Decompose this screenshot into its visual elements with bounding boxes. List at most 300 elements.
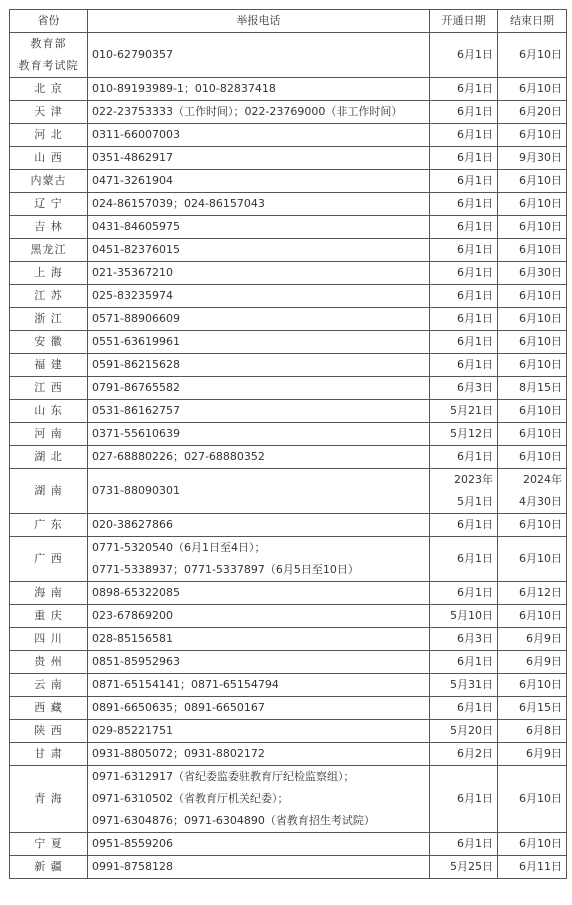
table-row (10, 743, 567, 766)
table-row (10, 33, 567, 78)
end-date-cell-text: 6月10日 (519, 792, 562, 805)
start-date-cell-text: 6月1日 (457, 289, 493, 302)
table-row (10, 605, 567, 628)
end-date-cell (498, 674, 567, 697)
end-date-cell (498, 147, 567, 170)
start-date-cell-text: 5月21日 (450, 404, 493, 417)
start-date-cell (430, 766, 498, 833)
province-cell (10, 743, 88, 766)
phone-cell (88, 469, 430, 514)
phone-cell-text: 0771-5338937；0771-5337897（6月5日至10日） (92, 563, 359, 576)
start-date-cell (430, 856, 498, 879)
province-cell-text: 青 海 (34, 792, 63, 805)
table-row (10, 285, 567, 308)
phone-cell-text: 0871-65154141；0871-65154794 (92, 678, 279, 691)
table-row (10, 514, 567, 537)
start-date-cell-text: 6月1日 (457, 48, 493, 61)
table-row (10, 193, 567, 216)
start-date-cell-text: 5月1日 (457, 495, 493, 508)
end-date-cell-text: 9月30日 (519, 151, 562, 164)
table-row (10, 331, 567, 354)
province-cell (10, 446, 88, 469)
phone-cell-text: 027-68880226；027-68880352 (92, 450, 265, 463)
phone-cell (88, 605, 430, 628)
start-date-cell (430, 697, 498, 720)
phone-cell-text: 0371-55610639 (92, 427, 180, 440)
table-row (10, 720, 567, 743)
province-cell (10, 285, 88, 308)
phone-cell (88, 285, 430, 308)
phone-cell (88, 193, 430, 216)
end-date-cell-text: 6月10日 (519, 609, 562, 622)
end-date-cell-text: 6月20日 (519, 105, 562, 118)
start-date-cell (430, 582, 498, 605)
phone-cell-text: 0971-6304876；0971-6304890（省教育招生考试院） (92, 814, 375, 827)
start-date-cell (430, 124, 498, 147)
province-cell (10, 469, 88, 514)
province-cell (10, 766, 88, 833)
phone-cell-text: 0898-65322085 (92, 586, 180, 599)
phone-cell-text: 025-83235974 (92, 289, 173, 302)
table-row (10, 582, 567, 605)
province-cell-text: 广 东 (34, 518, 63, 531)
end-date-cell-text: 6月30日 (519, 266, 562, 279)
phone-cell-text: 0951-8559206 (92, 837, 173, 850)
phone-cell-text: 0971-6312917（省纪委监委驻教育厅纪检监察组）； (92, 770, 355, 783)
table-row (10, 124, 567, 147)
table-row (10, 400, 567, 423)
phone-cell-text: 0471-3261904 (92, 174, 173, 187)
start-date-cell (430, 33, 498, 78)
start-date-cell (430, 446, 498, 469)
phone-cell-text: 0591-86215628 (92, 358, 180, 371)
province-cell-text: 四 川 (34, 632, 63, 645)
start-date-cell (430, 833, 498, 856)
end-date-cell-text: 6月10日 (519, 197, 562, 210)
phone-cell-text: 0931-8805072；0931-8802172 (92, 747, 265, 760)
province-cell (10, 651, 88, 674)
province-cell-text: 云 南 (34, 678, 63, 691)
province-cell-text: 教育部 (30, 37, 67, 50)
end-date-cell (498, 101, 567, 124)
phone-cell-text: 0311-66007003 (92, 128, 180, 141)
table-row (10, 78, 567, 101)
table-row (10, 170, 567, 193)
start-date-cell (430, 193, 498, 216)
phone-cell-text: 0431-84605975 (92, 220, 180, 233)
start-date-cell (430, 743, 498, 766)
end-date-cell (498, 743, 567, 766)
table-row (10, 216, 567, 239)
province-cell-text: 天 津 (34, 105, 63, 118)
phone-cell-text: 0731-88090301 (92, 484, 180, 497)
start-date-cell-text: 6月3日 (457, 632, 493, 645)
end-date-cell (498, 78, 567, 101)
phone-cell-text: 029-85221751 (92, 724, 173, 737)
start-date-cell-text: 6月1日 (457, 266, 493, 279)
phone-cell-text: 010-89193989-1；010-82837418 (92, 82, 276, 95)
end-date-cell-text: 6月10日 (519, 358, 562, 371)
phone-cell-text: 024-86157039；024-86157043 (92, 197, 265, 210)
phone-cell (88, 170, 430, 193)
start-date-cell (430, 605, 498, 628)
province-cell (10, 262, 88, 285)
phone-cell (88, 354, 430, 377)
province-cell-text: 福 建 (34, 358, 63, 371)
start-date-cell (430, 514, 498, 537)
phone-cell (88, 697, 430, 720)
end-date-cell (498, 354, 567, 377)
start-date-cell (430, 720, 498, 743)
start-date-cell-text: 6月3日 (457, 381, 493, 394)
table-row (10, 262, 567, 285)
start-date-cell-text: 6月1日 (457, 243, 493, 256)
table-row (10, 651, 567, 674)
start-date-cell (430, 628, 498, 651)
start-date-cell-text: 6月1日 (457, 518, 493, 531)
end-date-cell-text: 6月10日 (519, 174, 562, 187)
phone-cell-text: 0451-82376015 (92, 243, 180, 256)
start-date-cell-text: 6月1日 (457, 450, 493, 463)
end-date-cell (498, 514, 567, 537)
start-date-cell (430, 537, 498, 582)
table-row (10, 423, 567, 446)
province-cell-text: 贵 州 (34, 655, 63, 668)
start-date-cell-text: 6月1日 (457, 128, 493, 141)
phone-cell (88, 856, 430, 879)
start-date-cell (430, 423, 498, 446)
phone-cell-text: 0551-63619961 (92, 335, 180, 348)
phone-cell-text: 0991-8758128 (92, 860, 173, 873)
province-cell (10, 856, 88, 879)
end-date-cell-text: 6月10日 (519, 243, 562, 256)
end-date-cell (498, 697, 567, 720)
province-cell-text: 教育考试院 (18, 59, 79, 72)
table-row (10, 697, 567, 720)
phone-cell (88, 674, 430, 697)
phone-cell-text: 028-85156581 (92, 632, 173, 645)
end-date-cell-text: 6月9日 (526, 747, 562, 760)
phone-cell-text: 0531-86162757 (92, 404, 180, 417)
start-date-cell-text: 6月1日 (457, 197, 493, 210)
province-cell-text: 黑龙江 (30, 243, 67, 256)
end-date-cell (498, 377, 567, 400)
end-date-cell (498, 537, 567, 582)
header-phone: 举报电话 (88, 10, 430, 33)
start-date-cell-text: 6月1日 (457, 792, 493, 805)
table-row (10, 308, 567, 331)
province-cell-text: 安 徽 (34, 335, 63, 348)
province-cell-text: 山 西 (34, 151, 63, 164)
phone-cell (88, 262, 430, 285)
end-date-cell (498, 605, 567, 628)
province-cell (10, 78, 88, 101)
end-date-cell-text: 6月10日 (519, 678, 562, 691)
end-date-cell-text: 6月9日 (526, 632, 562, 645)
phone-cell (88, 124, 430, 147)
start-date-cell (430, 239, 498, 262)
province-cell-text: 西 藏 (34, 701, 63, 714)
start-date-cell-text: 6月1日 (457, 220, 493, 233)
phone-cell-text: 022-23753333（工作时间）；022-23769000（非工作时间） (92, 105, 403, 118)
province-cell-text: 宁 夏 (34, 837, 63, 850)
end-date-cell-text: 6月8日 (526, 724, 562, 737)
end-date-cell (498, 469, 567, 514)
province-cell-text: 江 苏 (34, 289, 63, 302)
end-date-cell (498, 262, 567, 285)
province-cell-text: 浙 江 (34, 312, 63, 325)
province-cell (10, 124, 88, 147)
end-date-cell (498, 400, 567, 423)
start-date-cell-text: 6月1日 (457, 335, 493, 348)
start-date-cell-text: 5月31日 (450, 678, 493, 691)
phone-cell (88, 78, 430, 101)
start-date-cell-text: 6月1日 (457, 151, 493, 164)
province-cell (10, 377, 88, 400)
start-date-cell (430, 216, 498, 239)
start-date-cell (430, 147, 498, 170)
table-row (10, 833, 567, 856)
province-cell (10, 308, 88, 331)
end-date-cell (498, 856, 567, 879)
start-date-cell (430, 262, 498, 285)
end-date-cell-text: 6月10日 (519, 312, 562, 325)
province-cell (10, 674, 88, 697)
end-date-cell (498, 766, 567, 833)
end-date-cell (498, 446, 567, 469)
province-cell (10, 354, 88, 377)
start-date-cell-text: 5月10日 (450, 609, 493, 622)
phone-cell-text: 023-67869200 (92, 609, 173, 622)
province-cell-text: 吉 林 (34, 220, 63, 233)
end-date-cell (498, 193, 567, 216)
phone-cell (88, 651, 430, 674)
start-date-cell (430, 170, 498, 193)
start-date-cell-text: 5月25日 (450, 860, 493, 873)
end-date-cell (498, 582, 567, 605)
phone-cell (88, 582, 430, 605)
end-date-cell (498, 628, 567, 651)
province-cell-text: 甘 肃 (34, 747, 63, 760)
start-date-cell-text: 6月1日 (457, 174, 493, 187)
phone-cell-text: 0351-4862917 (92, 151, 173, 164)
end-date-cell-text: 6月10日 (519, 220, 562, 233)
phone-cell-text: 0771-5320540（6月1日至4日）； (92, 541, 266, 554)
province-cell-text: 河 北 (34, 128, 63, 141)
start-date-cell (430, 674, 498, 697)
end-date-cell-text: 6月10日 (519, 552, 562, 565)
start-date-cell-text: 6月1日 (457, 837, 493, 850)
phone-cell-text: 020-38627866 (92, 518, 173, 531)
province-cell (10, 33, 88, 78)
start-date-cell (430, 354, 498, 377)
table-body (10, 33, 567, 879)
report-hotline-table (9, 9, 567, 879)
start-date-cell-text: 6月2日 (457, 747, 493, 760)
phone-cell-text: 010-62790357 (92, 48, 173, 61)
end-date-cell (498, 170, 567, 193)
province-cell (10, 582, 88, 605)
start-date-cell-text: 6月1日 (457, 312, 493, 325)
start-date-cell (430, 469, 498, 514)
end-date-cell (498, 331, 567, 354)
end-date-cell-text: 6月10日 (519, 48, 562, 61)
province-cell-text: 辽 宁 (34, 197, 63, 210)
start-date-cell-text: 6月1日 (457, 358, 493, 371)
province-cell (10, 239, 88, 262)
table-row (10, 354, 567, 377)
phone-cell-text: 0971-6310502（省教育厅机关纪委）； (92, 792, 289, 805)
province-cell (10, 697, 88, 720)
start-date-cell-text: 2023年 (454, 473, 493, 486)
end-date-cell-text: 6月10日 (519, 335, 562, 348)
end-date-cell-text: 6月9日 (526, 655, 562, 668)
table-row (10, 239, 567, 262)
end-date-cell (498, 833, 567, 856)
start-date-cell (430, 285, 498, 308)
end-date-cell (498, 308, 567, 331)
end-date-cell-text: 6月12日 (519, 586, 562, 599)
table-row (10, 674, 567, 697)
table-row (10, 766, 567, 833)
start-date-cell-text: 6月1日 (457, 655, 493, 668)
province-cell (10, 514, 88, 537)
end-date-cell-text: 6月10日 (519, 404, 562, 417)
phone-cell (88, 216, 430, 239)
start-date-cell-text: 5月20日 (450, 724, 493, 737)
start-date-cell (430, 101, 498, 124)
end-date-cell-text: 4月30日 (519, 495, 562, 508)
end-date-cell (498, 124, 567, 147)
phone-cell (88, 743, 430, 766)
province-cell (10, 720, 88, 743)
header-end-date: 结束日期 (498, 10, 567, 33)
province-cell-text: 上 海 (34, 266, 63, 279)
end-date-cell (498, 239, 567, 262)
end-date-cell-text: 8月15日 (519, 381, 562, 394)
start-date-cell-text: 6月1日 (457, 586, 493, 599)
province-cell-text: 江 西 (34, 381, 63, 394)
end-date-cell-text: 6月10日 (519, 450, 562, 463)
phone-cell (88, 423, 430, 446)
province-cell (10, 331, 88, 354)
phone-cell (88, 101, 430, 124)
table-row (10, 446, 567, 469)
end-date-cell (498, 33, 567, 78)
header-start-date: 开通日期 (430, 10, 498, 33)
province-cell (10, 216, 88, 239)
table-row (10, 377, 567, 400)
province-cell-text: 湖 南 (34, 484, 63, 497)
phone-cell (88, 766, 430, 833)
phone-cell (88, 377, 430, 400)
end-date-cell-text: 6月10日 (519, 427, 562, 440)
start-date-cell-text: 6月1日 (457, 701, 493, 714)
header-province: 省份 (10, 10, 88, 33)
phone-cell-text: 0851-85952963 (92, 655, 180, 668)
start-date-cell (430, 651, 498, 674)
phone-cell (88, 514, 430, 537)
start-date-cell (430, 331, 498, 354)
start-date-cell-text: 6月1日 (457, 105, 493, 118)
end-date-cell-text: 2024年 (523, 473, 562, 486)
phone-cell (88, 446, 430, 469)
phone-cell (88, 308, 430, 331)
phone-cell-text: 021-35367210 (92, 266, 173, 279)
province-cell (10, 605, 88, 628)
table-row (10, 537, 567, 582)
end-date-cell-text: 6月10日 (519, 82, 562, 95)
end-date-cell-text: 6月10日 (519, 128, 562, 141)
start-date-cell (430, 400, 498, 423)
phone-cell (88, 331, 430, 354)
province-cell (10, 423, 88, 446)
province-cell-text: 重 庆 (34, 609, 63, 622)
phone-cell-text: 0891-6650635；0891-6650167 (92, 701, 265, 714)
table-row (10, 856, 567, 879)
start-date-cell (430, 308, 498, 331)
province-cell (10, 400, 88, 423)
table-header-row (10, 10, 567, 33)
start-date-cell (430, 377, 498, 400)
phone-cell (88, 147, 430, 170)
table-row (10, 469, 567, 514)
end-date-cell-text: 6月10日 (519, 837, 562, 850)
end-date-cell (498, 651, 567, 674)
start-date-cell (430, 78, 498, 101)
end-date-cell-text: 6月15日 (519, 701, 562, 714)
province-cell (10, 833, 88, 856)
end-date-cell (498, 720, 567, 743)
province-cell-text: 山 东 (34, 404, 63, 417)
start-date-cell-text: 6月1日 (457, 82, 493, 95)
phone-cell (88, 833, 430, 856)
phone-cell (88, 239, 430, 262)
phone-cell (88, 33, 430, 78)
province-cell-text: 湖 北 (34, 450, 63, 463)
table-row (10, 101, 567, 124)
province-cell (10, 537, 88, 582)
phone-cell-text: 0571-88906609 (92, 312, 180, 325)
province-cell-text: 广 西 (34, 552, 63, 565)
end-date-cell (498, 216, 567, 239)
table-row (10, 147, 567, 170)
province-cell (10, 147, 88, 170)
phone-cell (88, 400, 430, 423)
end-date-cell (498, 285, 567, 308)
phone-cell (88, 628, 430, 651)
province-cell-text: 新 疆 (34, 860, 63, 873)
province-cell (10, 170, 88, 193)
end-date-cell (498, 423, 567, 446)
end-date-cell-text: 6月10日 (519, 518, 562, 531)
province-cell-text: 陕 西 (34, 724, 63, 737)
province-cell-text: 北 京 (34, 82, 63, 95)
phone-cell-text: 0791-86765582 (92, 381, 180, 394)
end-date-cell-text: 6月10日 (519, 289, 562, 302)
end-date-cell-text: 6月11日 (519, 860, 562, 873)
province-cell (10, 628, 88, 651)
province-cell-text: 内蒙古 (30, 174, 67, 187)
province-cell-text: 海 南 (34, 586, 63, 599)
province-cell (10, 101, 88, 124)
phone-cell (88, 537, 430, 582)
province-cell-text: 河 南 (34, 427, 63, 440)
table-row (10, 628, 567, 651)
province-cell (10, 193, 88, 216)
start-date-cell-text: 6月1日 (457, 552, 493, 565)
start-date-cell-text: 5月12日 (450, 427, 493, 440)
